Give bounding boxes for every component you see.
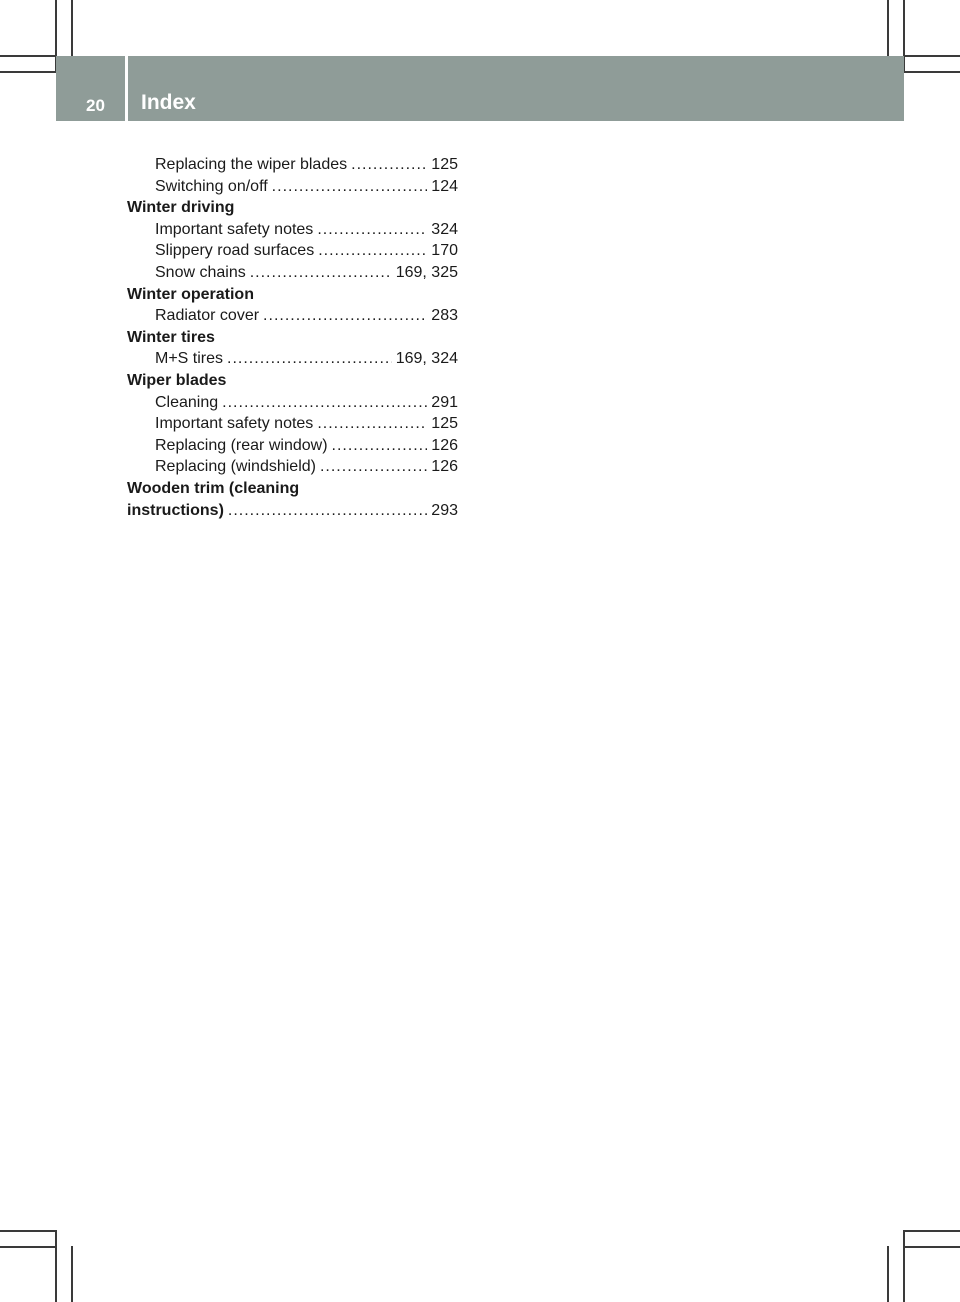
dot-leader: [228, 500, 427, 522]
page-header: [56, 56, 904, 121]
index-subentry: [127, 219, 458, 241]
index-subentry: [127, 456, 458, 478]
crop-mark: [904, 55, 960, 57]
index-entry: [127, 500, 458, 522]
crop-mark: [903, 1230, 905, 1302]
crop-mark: [55, 1230, 57, 1302]
page-reference: 124: [431, 177, 458, 195]
dot-leader: [318, 240, 427, 262]
index-heading: Winter operation: [127, 285, 254, 303]
index-list: [127, 154, 458, 521]
entry-label: Switching on/off: [155, 177, 268, 195]
index-subentry: [127, 154, 458, 176]
page-reference: 126: [431, 436, 458, 454]
page-reference: 170: [431, 242, 458, 260]
entry-label: Snow chains: [155, 263, 246, 281]
crop-mark: [904, 1246, 960, 1248]
crop-mark: [904, 1230, 960, 1232]
crop-mark: [887, 0, 889, 56]
crop-mark: [71, 1246, 73, 1302]
entry-label: Replacing the wiper blades: [155, 156, 348, 173]
dot-leader: [250, 262, 392, 284]
index-subentry: [127, 413, 458, 435]
index-heading: Winter tires: [127, 328, 215, 346]
index-heading: Winter driving: [127, 199, 235, 217]
entry-label: Radiator cover: [155, 307, 260, 325]
section-title: Index: [141, 91, 196, 114]
page-reference: 293: [431, 501, 458, 519]
page-reference: 291: [431, 393, 458, 411]
header-divider: [125, 56, 128, 121]
crop-mark: [904, 71, 960, 73]
crop-mark: [71, 0, 73, 56]
index-subentry: [127, 348, 458, 370]
crop-mark: [887, 1246, 889, 1302]
index-subentry: [127, 262, 458, 284]
dot-leader: [317, 413, 427, 435]
index-subentry: [127, 176, 458, 198]
entry-label: Replacing (rear window): [155, 436, 328, 454]
index-heading: Wiper blades: [127, 371, 227, 389]
entry-label: Replacing (windshield): [155, 458, 316, 476]
entry-label: Cleaning: [155, 393, 219, 411]
index-subentry: [127, 435, 458, 457]
index-subentry: [127, 305, 458, 327]
dot-leader: [317, 219, 427, 241]
page-reference: 169, 325: [395, 263, 458, 281]
crop-mark: [0, 55, 56, 57]
page-reference: 169, 324: [395, 350, 458, 368]
dot-leader: [222, 392, 427, 414]
dot-leader: [227, 348, 392, 370]
index-subentry: [127, 392, 458, 414]
page-reference: 125: [431, 415, 458, 433]
entry-label: Slippery road surfaces: [155, 242, 315, 260]
page-reference: 126: [431, 458, 458, 476]
crop-mark: [0, 1246, 56, 1248]
entry-label: Important safety notes: [155, 415, 314, 433]
dot-leader: [332, 435, 428, 457]
page-number: 20: [86, 96, 105, 115]
dot-leader: [351, 154, 427, 176]
entry-label: M+S tires: [155, 350, 224, 368]
dot-leader: [263, 305, 427, 327]
crop-mark: [0, 1230, 56, 1232]
entry-label: Important safety notes: [155, 220, 314, 238]
entry-label: instructions): [127, 501, 224, 519]
dot-leader: [320, 456, 427, 478]
crop-mark: [0, 71, 56, 73]
index-heading: Wooden trim (cleaning: [127, 479, 300, 497]
page-reference: 125: [431, 156, 458, 173]
index-subentry: [127, 240, 458, 262]
dot-leader: [272, 176, 428, 198]
page-reference: 283: [431, 307, 458, 325]
page-reference: 324: [431, 220, 458, 238]
